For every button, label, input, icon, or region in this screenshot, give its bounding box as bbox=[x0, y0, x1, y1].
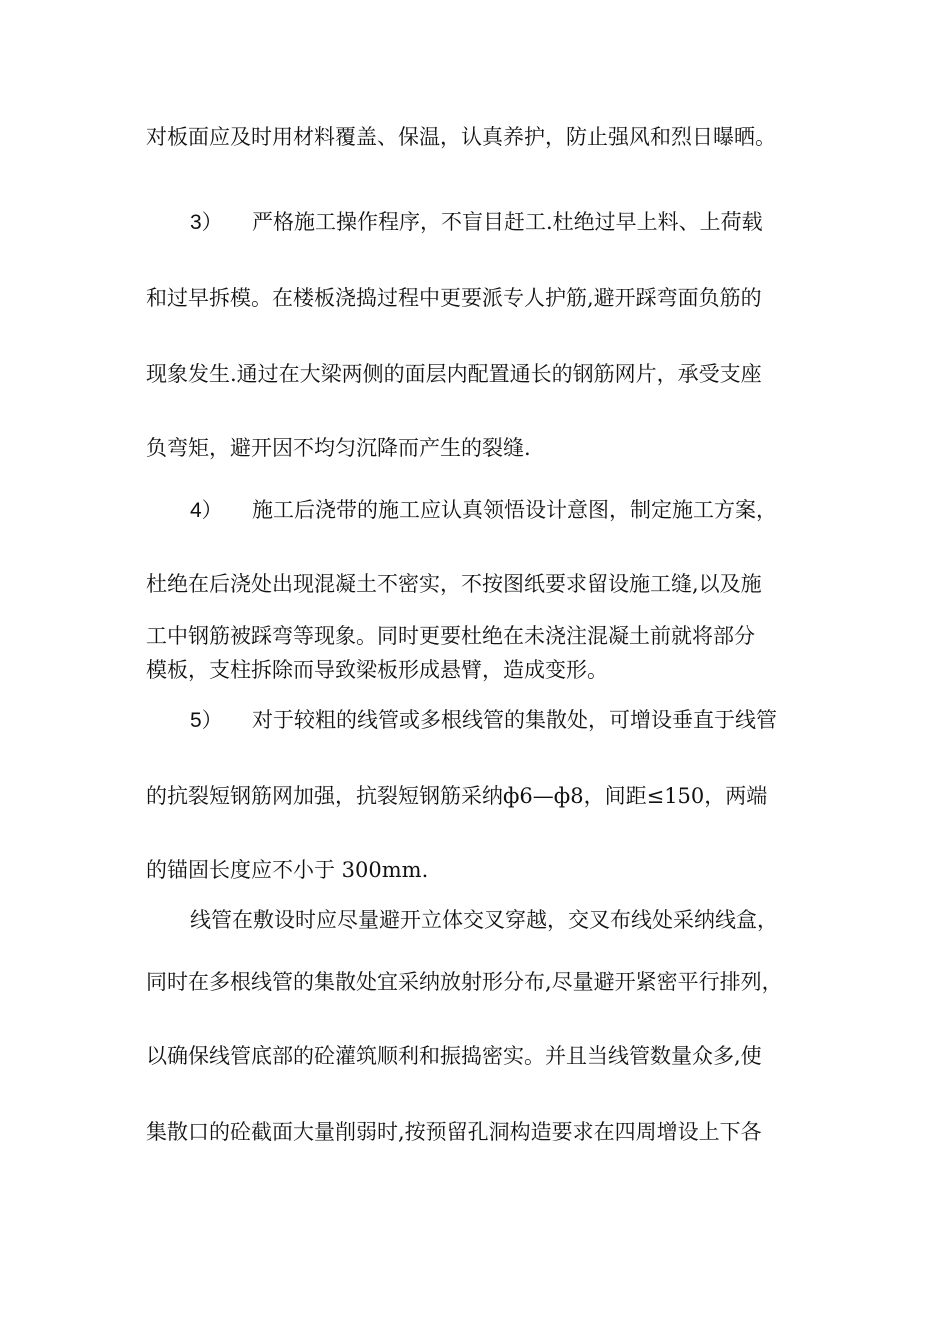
text-line-16: 集散口的砼截面大量削弱时,按预留孔洞构造要求在四周增设上下各 bbox=[146, 1120, 762, 1144]
text-line-7: 杜绝在后浇处出现混凝土不密实，不按图纸要求留设施工缝,以及施 bbox=[146, 572, 762, 596]
text-line-11: 的抗裂短钢筋网加强，抗裂短钢筋采纳ф6—ф8，间距≤150，两端 bbox=[146, 784, 768, 808]
text-line-10: 对于较粗的线管或多根线管的集散处，可增设垂直于线管 bbox=[252, 708, 777, 732]
text-line-14: 同时在多根线管的集散处宜采纳放射形分布,尽量避开紧密平行排列， bbox=[146, 970, 783, 994]
text-line-5: 负弯矩，避开因不均匀沉降而产生的裂缝. bbox=[146, 436, 531, 460]
item-number-4: 4） bbox=[190, 499, 223, 522]
item-number-5: 5） bbox=[190, 709, 223, 732]
text-line-15: 以确保线管底部的砼灌筑顺利和振捣密实。并且当线管数量众多,使 bbox=[146, 1044, 762, 1068]
text-line-2: 严格施工操作程序，不盲目赶工.杜绝过早上料、上荷载 bbox=[252, 210, 763, 234]
text-line-6: 施工后浇带的施工应认真领悟设计意图，制定施工方案， bbox=[252, 498, 777, 522]
list-item-4 bbox=[190, 496, 810, 525]
list-item-3 bbox=[190, 208, 810, 237]
text-line-9: 模板，支柱拆除而导致梁板形成悬臂，造成变形。 bbox=[146, 658, 608, 682]
text-line-1: 对板面应及时用材料覆盖、保温，认真养护，防止强风和烈日曝晒。 bbox=[146, 125, 776, 149]
text-line-12: 的锚固长度应不小于 300mm. bbox=[146, 858, 429, 882]
text-line-8: 工中钢筋被踩弯等现象。同时更要杜绝在未浇注混凝土前就将部分 bbox=[146, 624, 755, 648]
text-line-4: 现象发生.通过在大梁两侧的面层内配置通长的钢筋网片，承受支座 bbox=[146, 362, 762, 386]
text-line-13: 线管在敷设时应尽量避开立体交叉穿越，交叉布线处采纳线盒， bbox=[190, 908, 778, 932]
item-number-3: 3） bbox=[190, 211, 223, 234]
list-item-5 bbox=[190, 706, 810, 735]
text-line-3: 和过早拆模。在楼板浇捣过程中更要派专人护筋,避开踩弯面负筋的 bbox=[146, 286, 762, 310]
